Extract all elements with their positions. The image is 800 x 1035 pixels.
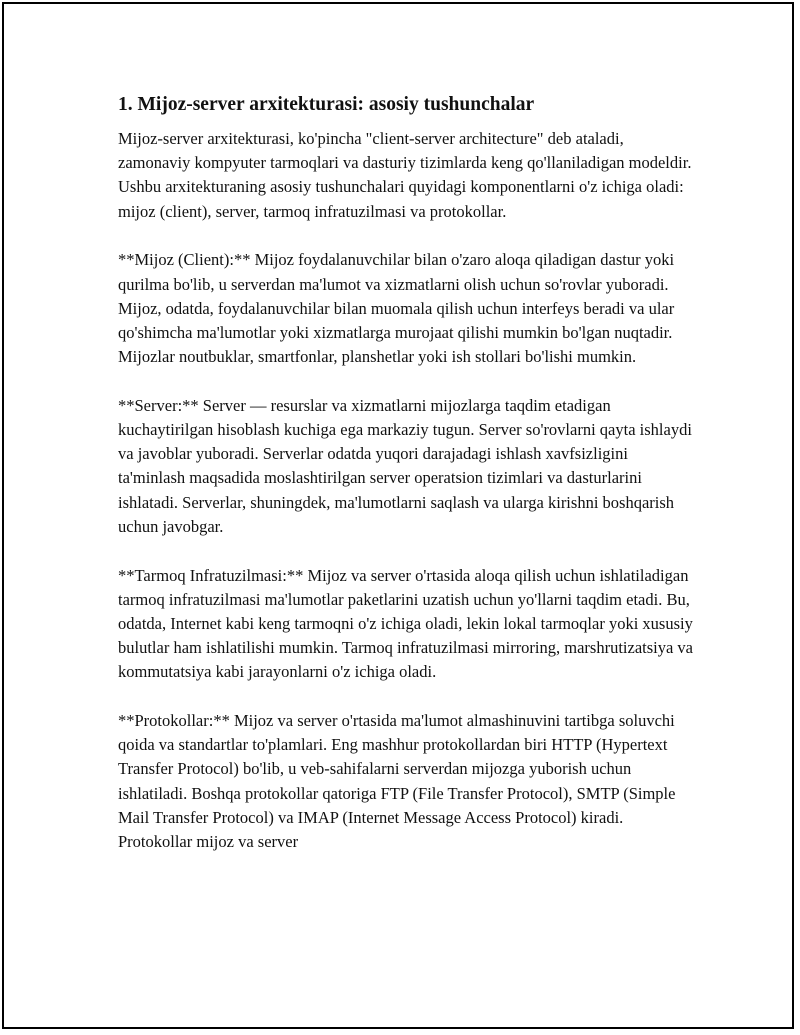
document-body xyxy=(118,92,698,879)
paragraph-server: **Server:** Server — resurslar va xizmatlarni mijozlarga taqdim etadigan kuchaytirilgan hisoblash kuchiga ega markaziy tugun. Server so'rovlarni qayta ishlaydi va javoblar yuboradi. Serverlar odatda yuqori darajadagi ishlash xavfsizligini ta'minlash maqsadida moslashtirilgan server operatsion tizimlari va dasturlarini ishlatadi. Serverlar, shuningdek, ma'lumotlarni saqlash va ularga kirishni boshqarish uchun javobgar. xyxy=(118,395,692,536)
paragraph-network: **Tarmoq Infratuzilmasi:** Mijoz va server o'rtasida aloqa qilish uchun ishlatiladigan tarmoq infratuzilmasi ma'lumotlar paketlarini uzatish uchun yo'llarni taqdim etadi. Bu, odatda, Internet kabi keng tarmoqni o'z ichiga oladi, lekin lokal tarmoqlar yoki xususiy bulutlar ham ishlatilishi mumkin. Tarmoq infratuzilmasi mirroring, marshrutizatsiya va kommutatsiya kabi jarayonlarni o'z ichiga oladi. xyxy=(118,565,694,682)
paragraph-intro: Mijoz-server arxitekturasi, ko'pincha "client-server architecture" deb ataladi, zamonaviy kompyuter tarmoqlari va dasturiy tizimlarda keng qo'llaniladigan modeldir. Ushbu arxitekturaning asosiy tushunchalari quyidagi komponentlarni o'z ichiga oladi: mijoz (client), server, tarmoq infratuzilmasi va protokollar. xyxy=(118,129,692,221)
section-heading: 1. Mijoz-server arxitekturasi: asosiy tushunchalar xyxy=(118,94,535,115)
paragraph-protocols: **Protokollar:** Mijoz va server o'rtasida ma'lumot almashinuvini tartibga soluvchi qoida va standartlar to'plamlari. Eng mashhur protokollardan biri HTTP (Hypertext Transfer Protocol) bo'lib, u veb-sahifalarni serverdan mijozga yuborish uchun ishlatiladi. Boshqa protokollar qatoriga FTP (File Transfer Protocol), SMTP (Simple Mail Transfer Protocol) va IMAP (Internet Message Access Protocol) kiradi. Protokollar mijoz va server xyxy=(118,711,676,852)
paragraph-client: **Mijoz (Client):** Mijoz foydalanuvchilar bilan o'zaro aloqa qiladigan dastur yoki qurilma bo'lib, u serverdan ma'lumot va xizmatlarni olish uchun so'rovlar yuboradi. Mijoz, odatda, foydalanuvchilar bilan muomala qilish uchun interfeys beradi va ular qo'shimcha ma'lumotlar yoki xizmatlarga murojaat qilishi mumkin bo'lgan nuqtadir. Mijozlar noutbuklar, smartfonlar, planshetlar yoki ish stollari bo'lishi mumkin. xyxy=(118,250,675,367)
